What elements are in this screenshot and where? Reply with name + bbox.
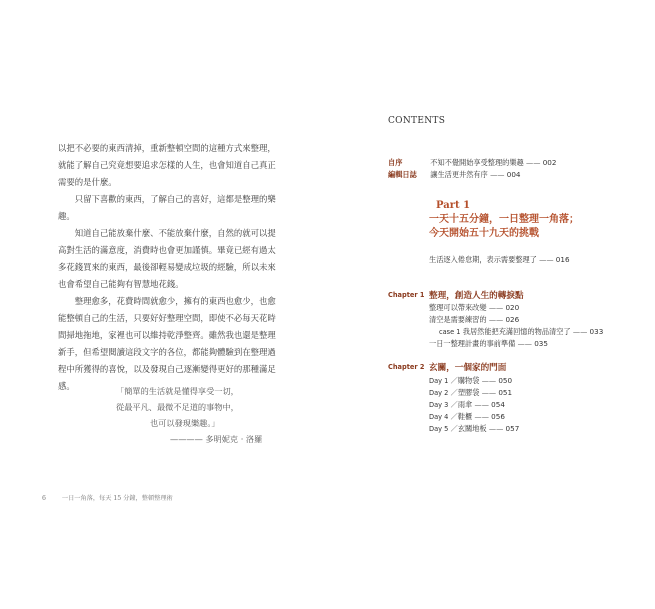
quote-line: 「簡單的生活就是懂得享受一切， [116,386,239,396]
toc-day: Day 4 [429,413,449,421]
toc-page: 002 [542,158,557,167]
chapter-2-title[interactable]: 玄關，一個家的門面 [429,363,507,373]
paragraph: 以把不必要的東西清掉，重新整頓空間的這種方式來整理，就能了解自己究竟想要追求怎樣的人生，也會知道自己真正需要的是什麼。 [58,143,276,187]
toc-text: 雨傘 [457,400,473,409]
toc-dash: —— [481,388,497,397]
part-title [429,213,579,241]
toc-dash: —— [474,400,489,409]
toc-day: Day 5 [429,425,449,433]
toc-dash: —— [488,303,504,312]
toc-day: Day 1 [429,377,449,385]
chapter-2-label: Chapter 2 [388,363,425,371]
toc-entry[interactable] [429,315,519,325]
quote-attribution: ———— 多明妮克 · 洛羅 [170,434,263,444]
toc-separator: ／ [450,376,458,385]
toc-case-prefix: case 1 [439,328,461,336]
part-title-line: 今天開始五十九天的挑戰 [429,228,539,239]
toc-page: 033 [589,327,604,336]
part-title-line: 一天十五分鐘，一日整理一角落； [429,214,579,225]
paragraph: 只留下喜歡的東西，了解自己的喜好，這都是整理的樂趣。 [58,194,276,221]
toc-entry[interactable] [439,327,603,337]
toc-separator: ／ [450,412,458,421]
toc-page: 026 [505,315,520,324]
page-footer [42,493,173,502]
chapter-1-label: Chapter 1 [388,291,425,299]
toc-dash: —— [481,376,497,385]
toc-text: 鞋櫃 [457,412,473,421]
toc-page: 035 [534,339,548,348]
quote-line: 也可以發現樂趣。」 [150,418,220,428]
left-page-body [58,140,276,395]
toc-page: 051 [498,388,513,397]
toc-dash: —— [474,412,489,421]
paragraph: 知道自己能放棄什麼、不能放棄什麼，自然的就可以提高對生活的滿意度，消費時也會更加謹慎。畢竟已經有過太多花錢買來的東西，最後卻輕易變成垃圾的經驗，所以未來也會希望自己能夠有智慧地花錢。 [58,228,276,289]
toc-entry[interactable] [429,424,519,434]
toc-text: 一日一整理計畫的事前準備 [429,339,516,348]
toc-separator: ／ [450,400,458,409]
toc-dash: —— [490,170,505,179]
toc-text: 不知不覺開始享受整理的樂趣 [430,158,524,167]
toc-page: 004 [506,170,521,179]
toc-page: 016 [555,255,570,264]
toc-page: 057 [505,424,520,433]
toc-entry[interactable] [388,158,556,168]
toc-page: 056 [491,412,505,421]
toc-entry[interactable] [429,412,505,422]
running-title: 一日一角落，每天 15 分鐘，整頓整理術 [61,495,173,502]
part-number: Part 1 [436,200,471,211]
contents-heading: CONTENTS [388,116,446,126]
chapter-1-title[interactable]: 整理，創造人生的轉捩點 [429,291,524,301]
toc-page: 050 [498,376,513,385]
toc-tag: 編輯日誌 [388,170,417,179]
toc-dash: —— [572,327,588,336]
paragraph: 整理愈多，花費時間就愈少，擁有的東西也愈少，也愈能整頓自己的生活，只要好好整理空間，即使不必每天花時間掃地拖地，家裡也可以維持乾淨整齊。雖然我也還是整理新手，但希望閱讀這段文字的各位，都能夠體驗到在整理過程中所獲得的喜悅，以及發現自己逐漸變得更好的那種滿足感。 [58,296,276,391]
toc-page: 054 [491,400,505,409]
quote-line: 從最平凡、最微不足道的事物中， [116,402,239,412]
toc-dash: —— [488,424,504,433]
toc-text: 生活逐入倦怠期，表示需要整理了 [429,255,537,264]
toc-text: 讓生活更井然有序 [430,170,488,179]
toc-entry[interactable] [429,255,570,265]
toc-dash: —— [526,158,541,167]
epigraph-quote [116,383,316,447]
toc-page: 020 [505,303,520,312]
toc-entry[interactable] [429,339,548,349]
toc-entry[interactable] [429,388,512,398]
toc-tag: 自序 [388,158,403,167]
toc-text: 玄關地板 [457,424,487,433]
toc-text: 清空是需要練習的 [429,315,487,324]
toc-day: Day 3 [429,401,449,409]
toc-separator: ／ [450,388,458,397]
page-number: 6 [42,495,46,502]
toc-entry[interactable] [429,376,512,386]
toc-text: 購物袋 [457,376,480,385]
toc-separator: ／ [450,424,458,433]
toc-entry[interactable] [388,170,521,180]
toc-dash: —— [488,315,504,324]
toc-dash: —— [517,339,532,348]
toc-entry[interactable] [429,303,519,313]
toc-day: Day 2 [429,389,449,397]
toc-text: 整理可以帶來改變 [429,303,487,312]
toc-text: 塑膠袋 [457,388,480,397]
toc-dash: —— [539,255,554,264]
toc-text: 我居然能把充滿回憶的物品清空了 [462,327,571,336]
toc-entry[interactable] [429,400,505,410]
